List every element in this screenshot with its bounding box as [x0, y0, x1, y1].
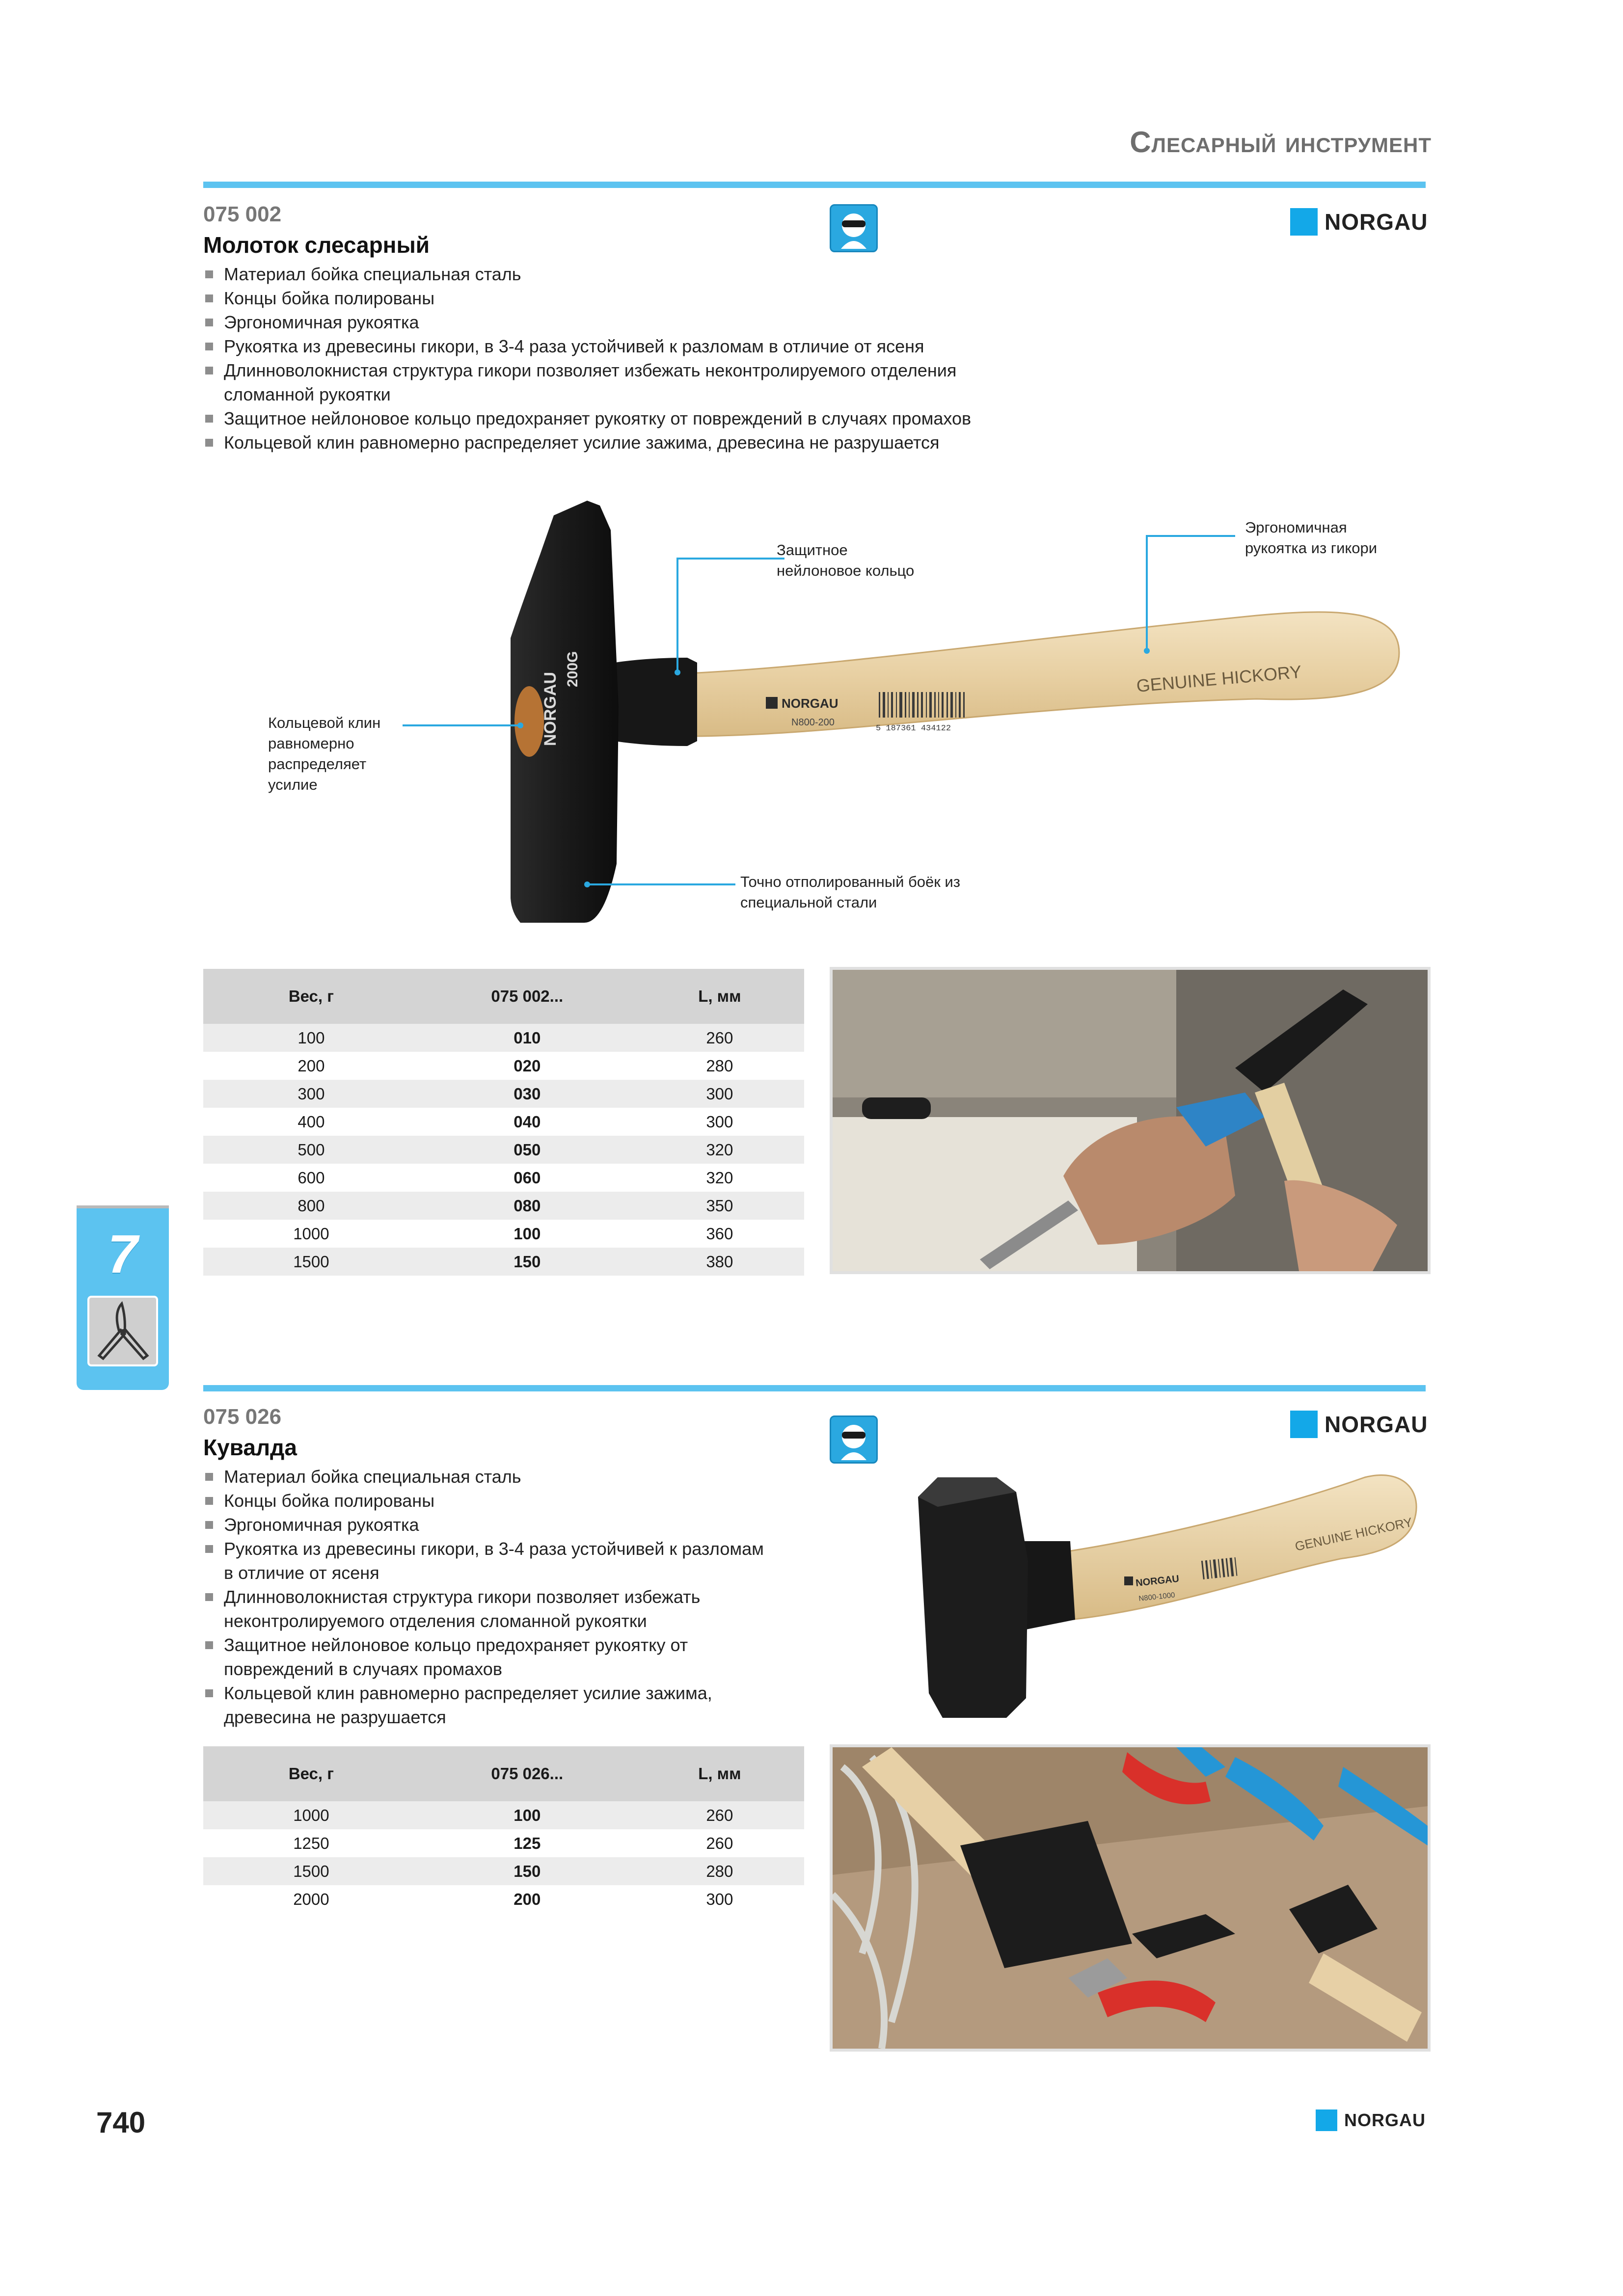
product1-title: Молоток слесарный — [203, 232, 430, 258]
col-length-header: L, мм — [635, 969, 804, 1024]
norgau-logo-footer: NORGAU — [1316, 2109, 1426, 2131]
safety-goggles-icon — [830, 1415, 878, 1464]
feature-item: Рукоятка из древесины гикори, в 3-4 раза устойчивей к разломам в отличие от ясеня — [203, 1537, 768, 1585]
product1-code: 075 002 — [203, 202, 282, 226]
brand-square-icon — [1316, 2109, 1337, 2131]
feature-item: Эргономичная рукоятка — [203, 1513, 768, 1537]
safety-goggles-icon — [830, 204, 878, 252]
feature-item: Кольцевой клин равномерно распределяет усилие зажима, древесина не разрушается — [203, 1681, 768, 1729]
table-row: 600 060 320 — [298, 1168, 733, 1187]
callout-line — [676, 558, 678, 673]
callout-line — [403, 724, 520, 726]
callout-wedge: Кольцевой клин равномерно распределяет усилие — [268, 714, 381, 793]
table-row: 2000 200 300 — [293, 1890, 733, 1908]
feature-item: Материал бойка специальная сталь — [203, 1465, 768, 1489]
feature-item: Защитное нейлоновое кольцо предохраняет рукоятку от повреждений в случаях промахов — [203, 1633, 768, 1681]
page-number: 740 — [96, 2106, 146, 2139]
sledge-handle-brand: NORGAU — [1135, 1573, 1180, 1589]
table-header-row — [203, 969, 804, 1024]
product2-title: Кувалда — [203, 1435, 297, 1460]
feature-item: Рукоятка из древесины гикори, в 3-4 раза устойчивей к разломам в отличие от ясеня — [203, 334, 1136, 358]
feature-item: Длинноволокнистая структура гикори позволяет избежать неконтролируемого отделения сломанной рукоятки — [203, 358, 1049, 406]
callout-handle: Эргономичная рукоятка из гикори — [1245, 519, 1378, 557]
callout-dot — [1144, 648, 1150, 654]
tools-on-workbench-photo — [830, 1744, 1431, 2052]
handle-print-brand: NORGAU — [782, 696, 839, 711]
brand-square-icon — [1290, 208, 1318, 236]
col-weight-header: Вес, г — [203, 969, 419, 1024]
chapter-number: 7 — [108, 1224, 138, 1284]
norgau-logo-top: NORGAU — [1290, 208, 1428, 236]
sledge-handle-hickory: GENUINE HICKORY — [1294, 1514, 1414, 1554]
col-code-header: 075 002... — [419, 969, 635, 1024]
head-print-brand: NORGAU — [541, 671, 560, 746]
handle-print-model: N800-200 — [791, 717, 835, 728]
sledge-handle-model: N800-1000 — [1138, 1591, 1176, 1603]
table-row: 1250 125 260 — [293, 1834, 733, 1852]
callout-face: Точно отполированный боёк из специальной стали — [740, 873, 960, 911]
table-row: 500 050 320 — [203, 1136, 804, 1164]
callout-dot — [517, 722, 523, 728]
product2-spec-table — [203, 1746, 804, 1913]
callout-line — [1146, 535, 1235, 537]
table-row: 1000 100 360 — [293, 1224, 733, 1243]
callout-line — [676, 558, 784, 560]
callout-dot — [675, 669, 680, 675]
table-header-row — [203, 1746, 804, 1801]
table-row: 1000 100 260 — [203, 1801, 804, 1829]
chapter-tab — [77, 1208, 169, 1390]
brand-square-icon — [1290, 1411, 1318, 1438]
pliers-icon — [87, 1296, 158, 1366]
handle-print-hickory: GENUINE HICKORY — [1136, 661, 1302, 696]
callout-ring: Защитное нейлоновое кольцо — [777, 541, 915, 579]
table-row: 200 020 280 — [298, 1056, 733, 1075]
section-title: Слесарный инструмент — [1130, 126, 1432, 159]
feature-item: Концы бойка полированы — [203, 1489, 768, 1513]
table-row: 400 040 300 — [298, 1112, 733, 1131]
table-row: 800 080 350 — [203, 1192, 804, 1220]
product1-spec-table — [203, 969, 804, 1276]
feature-item: Кольцевой клин равномерно распределяет усилие зажима, древесина не разрушается — [203, 430, 1136, 454]
head-print-weight: 200G — [565, 651, 581, 687]
feature-item: Концы бойка полированы — [203, 286, 1136, 310]
table-row: 1500 150 280 — [203, 1857, 804, 1885]
handle-barcode-digits: 5 187361 434122 — [876, 724, 951, 733]
col-weight-header: Вес, г — [203, 1746, 419, 1801]
col-length-header: L, мм — [635, 1746, 804, 1801]
feature-item: Длинноволокнистая структура гикори позволяет избежать неконтролируемого отделения сломанной рукоятки — [203, 1585, 768, 1633]
norgau-logo-middle: NORGAU — [1290, 1411, 1428, 1438]
product2-code: 075 026 — [203, 1405, 282, 1429]
col-code-header: 075 026... — [419, 1746, 635, 1801]
feature-item: Эргономичная рукоятка — [203, 310, 1136, 334]
table-row: 100 010 260 — [203, 1024, 804, 1052]
hammer-in-use-photo — [830, 967, 1431, 1274]
feature-item: Защитное нейлоновое кольцо предохраняет рукоятку от повреждений в случаях промахов — [203, 406, 1136, 430]
table-row: 1500 150 380 — [203, 1248, 804, 1276]
callout-line — [587, 883, 735, 885]
callout-line — [1146, 535, 1148, 651]
section-rule-middle — [203, 1385, 1426, 1391]
sledgehammer-image — [908, 1463, 1434, 1737]
table-row: 300 030 300 — [203, 1080, 804, 1108]
product1-features — [203, 262, 1136, 454]
product2-features — [203, 1465, 768, 1729]
section-rule-top — [203, 182, 1426, 188]
feature-item: Материал бойка специальная сталь — [203, 262, 1136, 286]
